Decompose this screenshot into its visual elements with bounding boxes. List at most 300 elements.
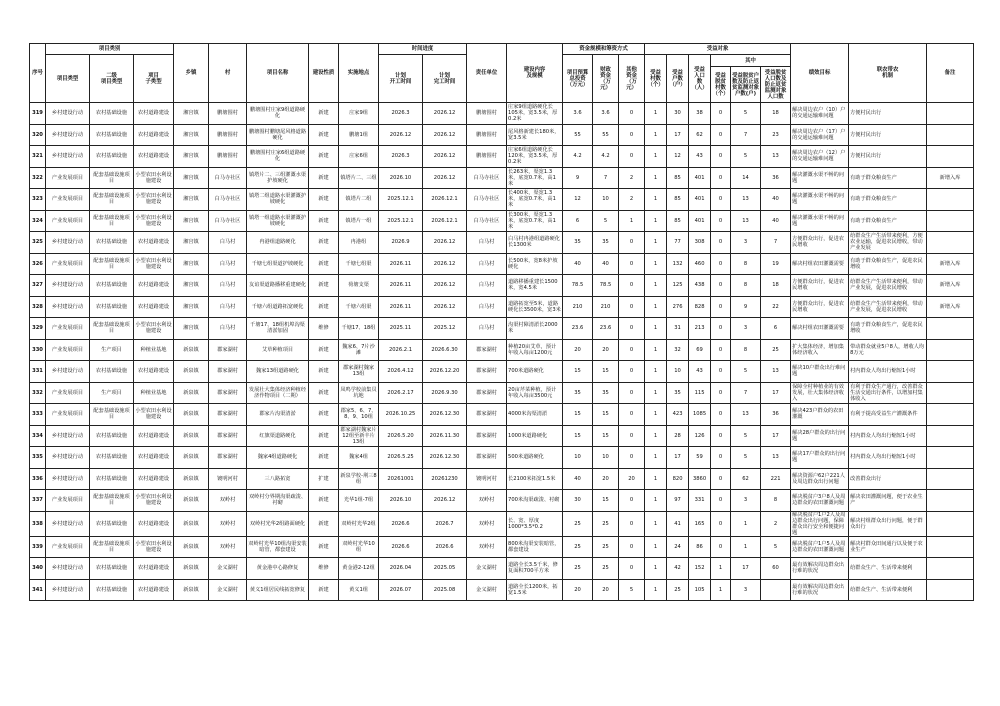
cell-level2: 配套基础设施项目 [90, 167, 134, 189]
cell-other: 0 [619, 232, 645, 254]
cell-unit: 金义湖村 [467, 579, 507, 601]
cell-subtype: 农村道路建设 [134, 361, 174, 383]
cell-start: 2026.04 [379, 558, 423, 580]
cell-mechanism: 方便村民出行 [849, 124, 927, 146]
cell-content: 长400米，渠宽1.3米，底宽0.7米，高1米 [507, 189, 563, 211]
cell-remark [927, 490, 974, 512]
cell-b-poor-people: 13 [761, 146, 791, 168]
cell-fiscal: 15 [593, 490, 619, 512]
cell-other: 20 [619, 468, 645, 490]
cell-b-poor-village: 0 [711, 511, 731, 536]
cell-b-poor-village: 0 [711, 146, 731, 168]
cell-level2: 配套基础设施项目 [90, 536, 134, 558]
cell-b-people: 152 [689, 558, 711, 580]
cell-end: 2026.6.30 [423, 339, 467, 361]
cell-level2: 农村基础设施 [90, 468, 134, 490]
cell-other: 0 [619, 425, 645, 447]
cell-project-name: 双岭村分界期沟渠疏浚、衬砌 [247, 490, 309, 512]
cell-budget: 4.2 [563, 146, 593, 168]
cell-b-poor-people: 2 [761, 511, 791, 536]
cell-start: 2025.11 [379, 318, 423, 340]
cell-subtype: 农村道路建设 [134, 275, 174, 297]
cell-budget: 20 [563, 339, 593, 361]
cell-town: 湘宫镇 [174, 253, 209, 275]
cell-subtype: 农村道路建设 [134, 146, 174, 168]
cell-nature: 新建 [309, 210, 339, 232]
cell-goal: 解决10户群众出行难问题 [791, 361, 849, 383]
cell-b-households: 32 [667, 339, 689, 361]
cell-b-households: 77 [667, 232, 689, 254]
cell-seq: 334 [30, 425, 46, 447]
table-row [30, 404, 974, 426]
cell-location: 双岭村光华10组 [339, 536, 379, 558]
cell-b-poor-households: 7 [731, 382, 761, 404]
cell-b-people: 43 [689, 146, 711, 168]
cell-goal: 解决周边农户（17）户的交通运输难问题 [791, 124, 849, 146]
cell-b-people: 105 [689, 579, 711, 601]
cell-project-type: 乡村建设行动 [46, 468, 90, 490]
cell-level2: 农村基础设施 [90, 146, 134, 168]
cell-b-village: 1 [645, 468, 667, 490]
cell-b-poor-households: 17 [731, 558, 761, 580]
cell-location: 凤鸣学校前集员坑地 [339, 382, 379, 404]
cell-project-name: 双岭村光华10组沟渠安装暗管，都套建设 [247, 536, 309, 558]
cell-start: 2026.11 [379, 275, 423, 297]
cell-fiscal: 20 [593, 579, 619, 601]
table-row [30, 296, 974, 318]
header-seq: 序号 [30, 44, 46, 103]
table-row [30, 579, 974, 601]
cell-village: 双岭村 [209, 536, 247, 558]
cell-town: 新泉镇 [174, 536, 209, 558]
cell-location: 郡家湖村魏家片12组至新丰片13组 [340, 426, 377, 445]
cell-b-people: 62 [689, 124, 711, 146]
cell-nature: 新建 [309, 511, 339, 536]
cell-b-village: 1 [645, 296, 667, 318]
cell-start: 2026.10 [379, 167, 423, 189]
cell-nature: 维修 [309, 318, 339, 340]
cell-village: 金义湖村 [209, 558, 247, 580]
cell-goal: 解决17户群众的出行问题 [791, 447, 849, 469]
cell-nature: 新建 [309, 425, 339, 447]
table-row [30, 382, 974, 404]
cell-project-name: 友谊渠道路播移重建硬化 [247, 275, 309, 297]
cell-project-name: 红旗渠道路硬化 [247, 425, 309, 447]
cell-b-poor-households: 8 [731, 253, 761, 275]
cell-subtype: 农村道路建设 [134, 468, 174, 490]
cell-b-households: 12 [667, 146, 689, 168]
cell-content: 长263米，渠宽1.3米，底宽0.7米，高1米 [507, 167, 563, 189]
header-b-village: 受益 村数 （个） [645, 55, 667, 103]
cell-subtype: 农村道路建设 [134, 447, 174, 469]
cell-end: 2026.12 [423, 296, 467, 318]
cell-unit: 白马村 [467, 296, 507, 318]
cell-budget: 25 [563, 558, 593, 580]
cell-town: 湘宫镇 [174, 210, 209, 232]
header-project-type: 项目类型 [46, 55, 90, 103]
header-start: 计划 开工时间 [379, 55, 423, 103]
cell-level2: 配套基础设施项目 [90, 210, 134, 232]
cell-mechanism: 解决农田灌溉问题，便于农业生产 [849, 490, 927, 512]
cell-nature: 新建 [309, 146, 339, 168]
cell-content: 1000米道路硬化 [507, 425, 563, 447]
cell-content: 800米沟渠安装暗管，都套建设 [507, 536, 563, 558]
cell-project-name: 镇塔一组道路水渠灌溉护坡硬化 [247, 210, 309, 232]
cell-town: 新泉镇 [174, 382, 209, 404]
cell-project-name: 千塘17、18组机埠沟渠清淤加固 [247, 318, 309, 340]
cell-b-poor-village: 1 [711, 558, 731, 580]
cell-b-poor-households: 5 [731, 146, 761, 168]
cell-b-households: 132 [667, 253, 689, 275]
cell-b-poor-village: 0 [711, 189, 731, 211]
cell-other: 2 [619, 189, 645, 211]
cell-project-type: 产业发展项目 [46, 167, 90, 189]
cell-project-type: 产业发展项目 [46, 382, 90, 404]
cell-other: 0 [619, 536, 645, 558]
cell-end: 2026.12.1 [423, 189, 467, 211]
cell-nature: 新建 [309, 361, 339, 383]
cell-remark [927, 210, 974, 232]
cell-seq: 332 [30, 382, 46, 404]
cell-b-village: 1 [645, 382, 667, 404]
cell-project-type: 产业发展项目 [46, 210, 90, 232]
cell-nature: 新建 [309, 103, 339, 125]
cell-b-poor-village: 0 [711, 124, 731, 146]
cell-content: 长300米，渠宽1.3米，底宽0.7米，高1米 [507, 210, 563, 232]
cell-nature: 新建 [309, 490, 339, 512]
cell-budget: 30 [563, 490, 593, 512]
cell-content: 道路全长3.5千米，修复面积700平方米 [507, 558, 563, 580]
cell-budget: 25 [563, 511, 593, 536]
cell-other: 0 [619, 404, 645, 426]
header-location: 实施地点 [339, 44, 379, 103]
cell-remark [927, 189, 974, 211]
cell-content: 500米道路硬化 [507, 447, 563, 469]
cell-town: 湘宫镇 [174, 318, 209, 340]
cell-budget: 15 [563, 404, 593, 426]
cell-remark [927, 558, 974, 580]
cell-seq: 322 [30, 167, 46, 189]
header-other: 其他 资金 （万 元） [619, 55, 645, 103]
cell-subtype: 小型农田水利设施建设 [134, 210, 174, 232]
cell-fiscal: 40 [593, 253, 619, 275]
cell-mechanism: 解决村群众田间通行以及便于农业生产 [849, 536, 927, 558]
cell-village: 金义湖村 [209, 579, 247, 601]
cell-b-village: 1 [645, 558, 667, 580]
cell-b-poor-village: 0 [711, 425, 731, 447]
cell-budget: 20 [563, 579, 593, 601]
cell-subtype: 农村道路建设 [134, 579, 174, 601]
cell-b-households: 31 [667, 318, 689, 340]
cell-end: 2025.12 [423, 318, 467, 340]
cell-start: 2026.07 [379, 579, 423, 601]
cell-unit: 金义湖村 [467, 558, 507, 580]
cell-project-name: 郡家片沟渠清淤 [247, 404, 309, 426]
cell-fiscal: 23.6 [593, 318, 619, 340]
cell-b-people: 213 [689, 318, 711, 340]
cell-town: 新泉镇 [174, 404, 209, 426]
cell-fiscal: 7 [593, 167, 619, 189]
cell-project-type: 乡村建设行动 [46, 425, 90, 447]
cell-town: 新泉镇 [174, 339, 209, 361]
cell-seq: 329 [30, 318, 46, 340]
cell-town: 新泉镇 [174, 447, 209, 469]
cell-mechanism: 给群众生产、生活带来便利 [849, 558, 927, 580]
cell-b-poor-people: 25 [761, 339, 791, 361]
cell-level2: 配套基础设施项目 [90, 318, 134, 340]
cell-b-households: 35 [667, 382, 689, 404]
cell-b-poor-households: 3 [731, 490, 761, 512]
cell-b-poor-people: 18 [761, 103, 791, 125]
cell-b-poor-people: 221 [761, 468, 791, 490]
cell-b-households: 17 [667, 124, 689, 146]
cell-other: 0 [619, 511, 645, 536]
cell-b-poor-people: 8 [761, 490, 791, 512]
cell-budget: 3.6 [563, 103, 593, 125]
cell-b-village: 1 [645, 490, 667, 512]
cell-b-poor-households: 8 [731, 339, 761, 361]
cell-fiscal: 10 [593, 189, 619, 211]
cell-unit: 白马村 [467, 275, 507, 297]
cell-b-poor-households: 7 [731, 124, 761, 146]
cell-start: 2025.12.1 [379, 189, 423, 211]
cell-fiscal: 15 [593, 404, 619, 426]
header-town: 乡镇 [174, 44, 209, 103]
cell-subtype: 农村道路建设 [134, 124, 174, 146]
cell-level2: 农村基础设施 [90, 103, 134, 125]
cell-level2: 农村基础设施 [90, 232, 134, 254]
cell-mechanism: 给群众生产生活带来便利，带动产业发展，促进农民增收 [849, 296, 927, 318]
header-b-households: 受益 户数 （户） [667, 55, 689, 103]
cell-end: 2026.12.30 [423, 447, 467, 469]
cell-b-people: 331 [689, 490, 711, 512]
cell-other: 2 [619, 167, 645, 189]
header-end: 计划 完工时间 [423, 55, 467, 103]
header-project-category: 项目类别 [46, 44, 174, 55]
cell-budget: 40 [563, 253, 593, 275]
cell-remark [927, 579, 974, 601]
cell-other: 0 [619, 339, 645, 361]
cell-seq: 328 [30, 296, 46, 318]
cell-b-poor-households: 9 [731, 296, 761, 318]
cell-seq: 341 [30, 579, 46, 601]
cell-b-households: 25 [667, 579, 689, 601]
cell-level2: 生产项目 [90, 382, 134, 404]
table-row [30, 253, 974, 275]
cell-b-households: 125 [667, 275, 689, 297]
cell-b-poor-households: 5 [731, 361, 761, 383]
cell-b-households: 17 [667, 447, 689, 469]
cell-project-type: 乡村建设行动 [46, 296, 90, 318]
cell-other: 0 [619, 275, 645, 297]
cell-b-poor-people: 7 [761, 232, 791, 254]
cell-b-households: 423 [667, 404, 689, 426]
cell-town: 新泉镇 [174, 361, 209, 383]
cell-b-poor-village: 1 [711, 579, 731, 601]
cell-location: 镇塔片二、三组 [339, 167, 379, 189]
cell-b-people: 43 [689, 361, 711, 383]
cell-project-name: 鹏塘围村鹏塘尾风格道路硬化 [247, 124, 309, 146]
cell-end: 2026.12 [423, 490, 467, 512]
cell-project-type: 乡村建设行动 [46, 232, 90, 254]
cell-b-village: 1 [645, 124, 667, 146]
cell-project-name: 镇塔二组道路水渠灌溉护坡硬化 [247, 189, 309, 211]
cell-content: 庄家9组道路硬化长105米，宽3.5米，厚0.2米 [507, 103, 563, 125]
cell-unit: 鹏塘围村 [467, 146, 507, 168]
cell-goal: 解决村组农田灌溉需要 [791, 318, 849, 340]
cell-fiscal: 55 [593, 124, 619, 146]
table-body [30, 103, 974, 601]
cell-seq: 333 [30, 404, 46, 426]
cell-nature: 新建 [309, 447, 339, 469]
cell-b-poor-village: 0 [711, 447, 731, 469]
cell-project-type: 乡村建设行动 [46, 275, 90, 297]
cell-b-village: 1 [645, 275, 667, 297]
header-project-name: 项目名称 [247, 44, 309, 103]
header-goal: 绩效目标 [791, 44, 849, 103]
cell-mechanism: 有助于群众粮食生产，促进农民增收 [849, 253, 927, 275]
header-content: 建设内容 及规模 [507, 44, 563, 103]
cell-project-type: 产业发展项目 [46, 490, 90, 512]
cell-start: 2026.5.25 [379, 447, 423, 469]
cell-start: 2026.12 [379, 124, 423, 146]
cell-b-poor-people: 6 [761, 318, 791, 340]
cell-level2: 配套基础设施项目 [90, 490, 134, 512]
cell-location: 魏家4组 [339, 447, 379, 469]
cell-town: 湘宫镇 [174, 124, 209, 146]
cell-budget: 40 [563, 468, 593, 490]
cell-b-people: 86 [689, 536, 711, 558]
cell-location: 郡家5、6、7、8、9、10组 [339, 404, 379, 426]
cell-village: 镀明河村 [209, 468, 247, 490]
cell-unit: 郡家湖村 [467, 425, 507, 447]
cell-b-households: 85 [667, 167, 689, 189]
cell-b-poor-village: 0 [711, 275, 731, 297]
cell-b-households: 30 [667, 103, 689, 125]
cell-nature: 扩建 [309, 468, 339, 490]
header-nature: 建设性质 [309, 44, 339, 103]
cell-b-people: 1085 [689, 404, 711, 426]
cell-subtype: 农村道路建设 [134, 425, 174, 447]
header-time-progress: 时间进度 [379, 44, 467, 55]
table-header [30, 44, 974, 103]
project-table [29, 43, 974, 601]
cell-goal: 最有效解决周边群众出行难的状况 [791, 558, 849, 580]
cell-remark: 新增入库 [927, 275, 974, 297]
cell-content: 长2100米拓宽1.5米 [507, 468, 563, 490]
cell-other: 0 [619, 296, 645, 318]
cell-content: 尾风格新建长180米，宽3.5米 [507, 124, 563, 146]
cell-nature: 新建 [309, 404, 339, 426]
cell-nature: 新建 [309, 253, 339, 275]
table-row [30, 468, 974, 490]
cell-b-village: 1 [645, 232, 667, 254]
cell-end: 2026.12 [423, 103, 467, 125]
cell-project-name: 魏家4组道路硬化 [247, 447, 309, 469]
cell-end: 2026.12 [423, 124, 467, 146]
cell-fiscal: 4.2 [593, 146, 619, 168]
table-row [30, 339, 974, 361]
table-row [30, 536, 974, 558]
cell-budget: 25 [563, 536, 593, 558]
cell-subtype: 小型农田水利设施建设 [134, 404, 174, 426]
cell-content: 700米道路硬化 [507, 361, 563, 383]
cell-b-households: 41 [667, 511, 689, 536]
cell-content: 道路移播重建长1500米，宽4.5米 [507, 275, 563, 297]
cell-start: 2026.2.1 [379, 339, 423, 361]
cell-other: 5 [619, 579, 645, 601]
cell-b-poor-village: 0 [711, 103, 731, 125]
header-fund-group: 资金规模和筹资方式 [563, 44, 645, 55]
table-row [30, 146, 974, 168]
cell-seq: 320 [30, 124, 46, 146]
cell-start: 2026.6 [379, 536, 423, 558]
cell-b-village: 1 [645, 447, 667, 469]
header-budget: 项目预算 总投资 （万元） [563, 55, 593, 103]
cell-unit: 白马寺社区 [467, 189, 507, 211]
cell-nature: 新建 [309, 536, 339, 558]
cell-b-village: 1 [645, 425, 667, 447]
cell-goal: 最有效解决周边群众出行难的状况 [791, 579, 849, 601]
cell-level2: 农村基础设施 [90, 579, 134, 601]
header-fiscal: 财政 资金 （万 元） [593, 55, 619, 103]
cell-seq: 324 [30, 210, 46, 232]
cell-level2: 农村基础设施 [90, 296, 134, 318]
cell-unit: 白马寺社区 [467, 167, 507, 189]
cell-b-poor-households: 3 [731, 318, 761, 340]
cell-b-poor-village: 0 [711, 167, 731, 189]
cell-goal: 解决28户群众的出行问题 [791, 425, 849, 447]
cell-end: 20261230 [423, 468, 467, 490]
cell-b-poor-people: 5 [761, 536, 791, 558]
cell-b-village: 1 [645, 404, 667, 426]
cell-other: 0 [619, 146, 645, 168]
cell-mechanism: 改善群众出行 [849, 468, 927, 490]
cell-budget: 210 [563, 296, 593, 318]
cell-b-poor-people: 13 [761, 361, 791, 383]
cell-content: 4000米沟渠清淤 [507, 404, 563, 426]
cell-b-village: 1 [645, 253, 667, 275]
cell-fiscal: 5 [593, 210, 619, 232]
cell-end: 2025.08 [423, 579, 467, 601]
cell-start: 2026.6 [379, 511, 423, 536]
cell-project-name: 鹏塘围村庄家9组道路硬化 [247, 103, 309, 125]
cell-goal: 解决脱贫户1户5人及周边群众的农田灌溉问题 [791, 536, 849, 558]
cell-level2: 农村基础设施 [90, 124, 134, 146]
cell-budget: 9 [563, 167, 593, 189]
cell-nature: 新建 [309, 124, 339, 146]
cell-unit: 鹏塘围村 [467, 124, 507, 146]
cell-b-households: 97 [667, 490, 689, 512]
cell-project-type: 产业发展项目 [46, 536, 90, 558]
cell-village: 双岭村 [209, 511, 247, 536]
cell-b-poor-households: 3 [731, 232, 761, 254]
cell-end: 2026.6 [423, 536, 467, 558]
cell-seq: 327 [30, 275, 46, 297]
cell-subtype: 小型农田水利设施建设 [134, 490, 174, 512]
cell-subtype: 农村道路建设 [134, 232, 174, 254]
cell-town: 新泉镇 [174, 468, 209, 490]
cell-village: 鹏塘围村 [209, 146, 247, 168]
cell-b-households: 276 [667, 296, 689, 318]
cell-b-poor-people: 13 [761, 447, 791, 469]
cell-location: 冉港组 [339, 232, 379, 254]
cell-remark: 新增入库 [927, 296, 974, 318]
cell-nature: 新建 [309, 167, 339, 189]
cell-village: 双岭村 [209, 490, 247, 512]
cell-b-poor-households: 13 [731, 210, 761, 232]
cell-fiscal: 25 [593, 536, 619, 558]
